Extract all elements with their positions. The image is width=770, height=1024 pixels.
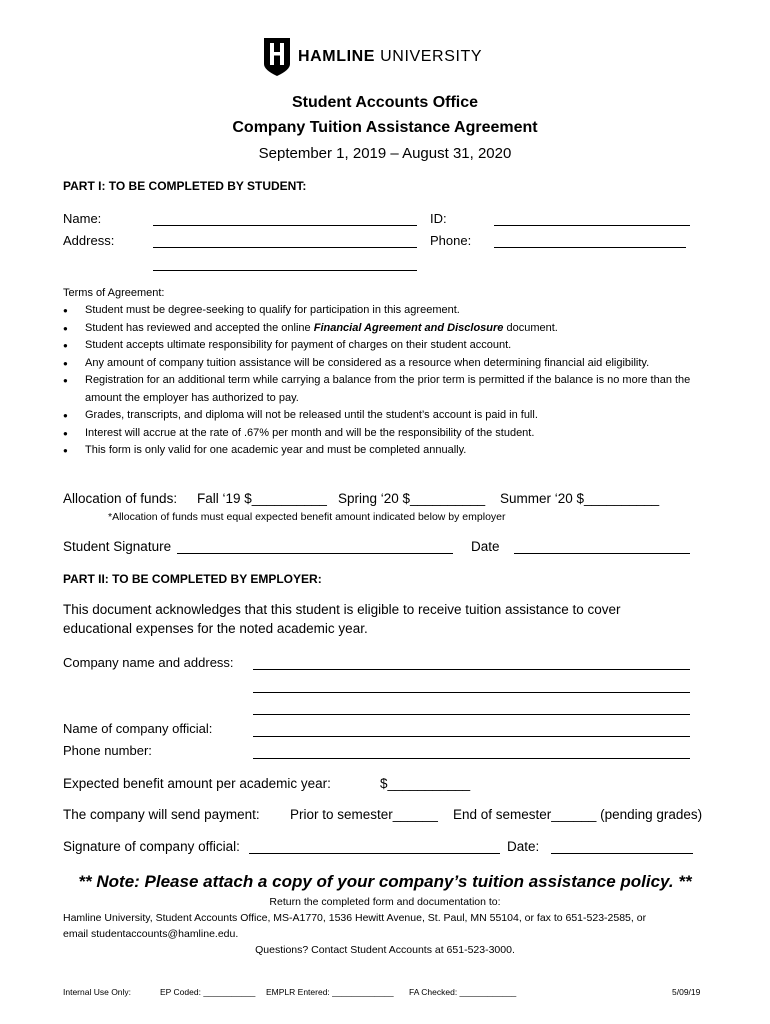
return-line3: email studentaccounts@hamline.edu.	[63, 928, 239, 940]
phone-field[interactable]	[494, 247, 686, 248]
ep-coded-field[interactable]: EP Coded: ___________	[160, 987, 256, 997]
official-field[interactable]	[253, 736, 690, 737]
allocation-label: Allocation of funds:	[63, 491, 178, 506]
terms-list	[63, 302, 703, 460]
policy-note: ** Note: Please attach a copy of your company’s tuition assistance policy. **	[78, 872, 692, 891]
internal-use-label: Internal Use Only:	[63, 987, 132, 997]
student-date-field[interactable]	[514, 553, 690, 554]
official-label: Name of company official:	[63, 721, 213, 736]
name-field[interactable]	[153, 225, 417, 226]
benefit-label: Expected benefit amount per academic year:	[63, 776, 331, 791]
company-field-line3[interactable]	[253, 714, 690, 715]
terms-item: ● Student must be degree-seeking to qualify for participation in this agreement.	[63, 302, 703, 320]
company-field-line1[interactable]	[253, 669, 690, 670]
prior-semester-option[interactable]: Prior to semester______	[290, 807, 438, 822]
form-version: 5/09/19	[672, 987, 701, 997]
part2-heading: PART II: TO BE COMPLETED BY EMPLOYER:	[63, 572, 322, 586]
return-line2: Hamline University, Student Accounts Office, MS-A1770, 1536 Hewitt Avenue, St. Paul, MN 55104, or fax to 651-523-2585, or	[63, 912, 647, 924]
spring-allocation-field[interactable]: Spring ‘20 $__________	[338, 491, 486, 506]
student-signature-field[interactable]	[177, 553, 453, 554]
form-title: Company Tuition Assistance Agreement	[232, 119, 538, 136]
summer-allocation-field[interactable]: Summer ‘20 $__________	[500, 491, 660, 506]
address-field-line1[interactable]	[153, 247, 417, 248]
part1-heading: PART I: TO BE COMPLETED BY STUDENT:	[63, 179, 307, 193]
student-date-label: Date	[471, 539, 500, 554]
name-label: Name:	[63, 211, 102, 226]
terms-label: Terms of Agreement:	[63, 287, 165, 299]
acknowledge-line2: educational expenses for the noted academic year.	[63, 621, 368, 636]
official-date-field[interactable]	[551, 853, 693, 854]
terms-item: ● Registration for an additional term while carrying a balance from the prior term is permitted if the balance is no more than the amount the employer has authorized to pay.	[63, 372, 703, 407]
end-semester-option[interactable]: End of semester______ (pending grades)	[453, 807, 703, 822]
employer-phone-label: Phone number:	[63, 743, 152, 758]
form-period: September 1, 2019 – August 31, 2020	[258, 145, 512, 162]
allocation-note: *Allocation of funds must equal expected benefit amount indicated below by employer	[108, 511, 506, 523]
terms-item: ● Grades, transcripts, and diploma will not be released until the student’s account is paid in full.	[63, 407, 703, 425]
payment-label: The company will send payment:	[63, 807, 260, 822]
terms-item: ● Student accepts ultimate responsibility for payment of charges on their student account.	[63, 337, 703, 355]
emplr-entered-field[interactable]: EMPLR Entered: _____________	[266, 987, 394, 997]
id-label: ID:	[430, 211, 447, 226]
official-signature-field[interactable]	[249, 853, 500, 854]
hamline-shield-h-icon	[264, 38, 290, 76]
phone-label: Phone:	[430, 233, 472, 248]
company-field-line2[interactable]	[253, 692, 690, 693]
fa-checked-field[interactable]: FA Checked: ____________	[409, 987, 517, 997]
address-field-line2[interactable]	[153, 270, 417, 271]
employer-phone-field[interactable]	[253, 758, 690, 759]
office-title: Student Accounts Office	[291, 94, 479, 111]
official-signature-label: Signature of company official:	[63, 839, 240, 854]
official-date-label: Date:	[507, 839, 540, 854]
acknowledge-line1: This document acknowledges that this student is eligible to receive tuition assistance to cover	[63, 602, 621, 617]
terms-item: ● Any amount of company tuition assistance will be considered as a resource when determining financial aid eligibility.	[63, 355, 703, 373]
id-field[interactable]	[494, 225, 690, 226]
terms-item: ● Student has reviewed and accepted the online Financial Agreement and Disclosure document.	[63, 320, 703, 338]
terms-item: ● Interest will accrue at the rate of .67% per month and will be the responsibility of the student.	[63, 425, 703, 443]
terms-item: ● This form is only valid for one academic year and must be completed annually.	[63, 442, 703, 460]
questions-line: Questions? Contact Student Accounts at 651-523-3000.	[255, 944, 515, 956]
university-name: HAMLINE UNIVERSITY	[298, 48, 483, 65]
company-label: Company name and address:	[63, 655, 234, 670]
address-label: Address:	[63, 233, 115, 248]
student-signature-label: Student Signature	[63, 539, 172, 554]
return-line1: Return the completed form and documentation to:	[269, 896, 501, 908]
benefit-field[interactable]: $___________	[380, 776, 471, 791]
fall-allocation-field[interactable]: Fall ‘19 $__________	[197, 491, 327, 506]
